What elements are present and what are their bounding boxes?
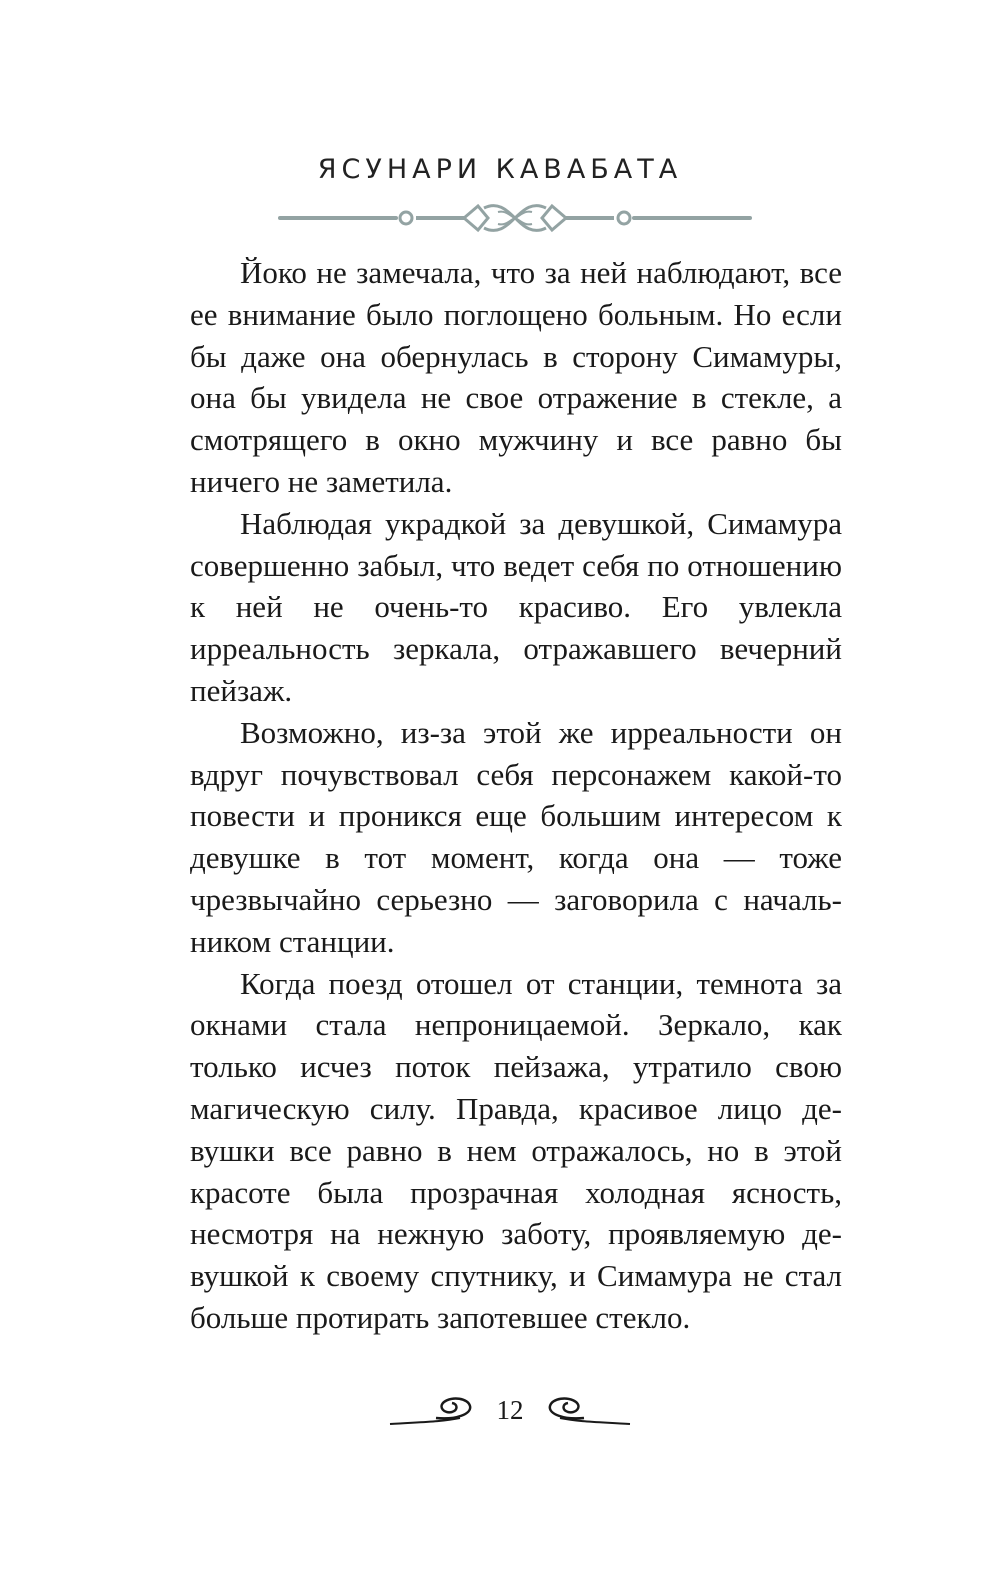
page-number: 12: [496, 1395, 524, 1425]
author-name: ЯСУНАРИ КАВАБАТА: [317, 154, 683, 185]
body-text: [190, 252, 842, 1339]
paragraph: Когда поезд отошел от станции, темнота за окнами стала непроницаемой. Зеркало, как только исчез поток пейзажа, утратило свою магическую силу. Правда, красивое лицо девушки все равно в нем отражалось, но в этой красоте была прозрачная холодная ясность, несмотря на нежную заботу, проявляемую девушкой к своему спутнику, и Симамура не стал больше протирать запотевшее стекло.: [190, 965, 842, 1335]
page-footer: [360, 1388, 660, 1434]
header-ornament: [278, 196, 752, 240]
running-head: [0, 150, 1000, 190]
paragraph: Наблюдая украдкой за девушкой, Симамура совершенно забыл, что ведет себя по отношению к ней не очень-то красиво. Его увлекла ирреальность зеркала, отражавшего вечерний пейзаж.: [190, 505, 842, 708]
paragraph: Йоко не замечала, что за ней наблюдают, все ее внимание было поглощено больным. Но если бы даже она обернулась в сторону Симамуры, она бы увидела не свое отражение в стекле, а смотрящего в окно мужчину и все равно бы ничего не заметила.: [190, 255, 842, 499]
paragraph: Возможно, из-за этой же ирреальности он вдруг почувствовал себя персонажем какой-то повести и проникся еще большим интересом к девушке в тот момент, когда она — тоже чрезвычайно серьезно — заговорила с начальником станции.: [190, 714, 842, 959]
